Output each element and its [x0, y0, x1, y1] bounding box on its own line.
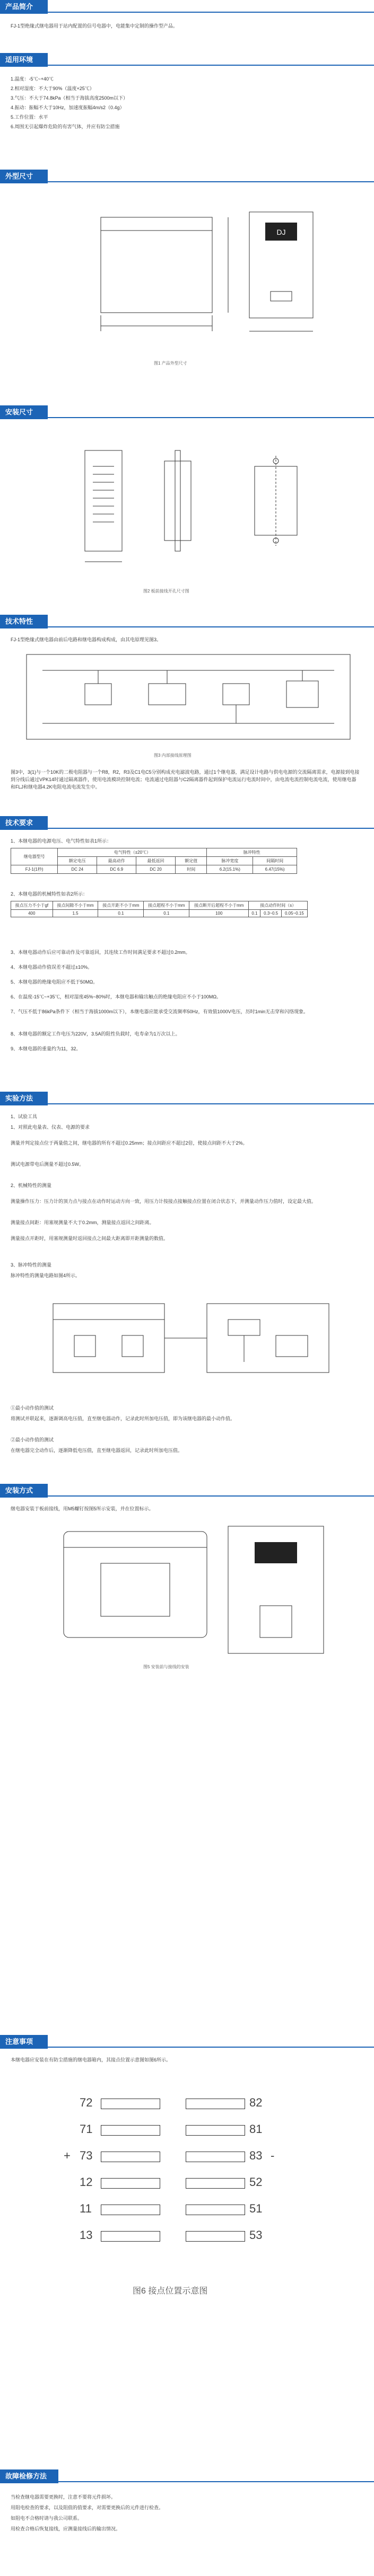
env-item: 4.振动：振幅不大于10Hz，加速度振幅4m/s2（0.4g） — [11, 105, 125, 110]
section-repair-title: 故障检修方法 — [0, 2469, 58, 2483]
section-test-title: 实验方法 — [0, 1092, 48, 1105]
table1-header-width: 脉冲宽度 — [207, 857, 253, 865]
repair-p1: 当检查继电器需要更换时，注意不要将元件损坏。 — [11, 2494, 116, 2500]
repair-p3: 如阻电不合格时请与我公司联系。 — [11, 2516, 83, 2521]
req-p8: 8、本继电器的额定工作电压为220V，3.5A的阻性负载时，电寿命为1万次以上。 — [11, 1031, 180, 1037]
table2-header: 接点开距不小于mm — [98, 901, 144, 910]
table2-cell: 0.3~0.5 — [260, 910, 281, 917]
outline-drawing — [80, 201, 334, 360]
section-intro-title: 产品简介 — [0, 0, 48, 14]
mount-caption: 图5 安装前与接线的安装 — [143, 1665, 189, 1669]
table1-header-min: 最低返回 — [136, 857, 176, 865]
table1-header-rt: 额定值 — [175, 857, 206, 865]
table1-cell: 时间 — [175, 865, 206, 874]
section-req-title: 技术要求 — [0, 816, 48, 830]
terminal-number: 53 — [249, 2228, 263, 2242]
terminal-layout-diagram — [64, 2096, 281, 2271]
terminal-number: 73 — [80, 2149, 93, 2162]
test-p5: 测量接点间距：用塞规测量不大于0.2mm，测量接点返回之间距离。 — [11, 1220, 154, 1225]
table2-header: 接点超程不小于mm — [144, 901, 189, 910]
install-drawing — [53, 435, 350, 588]
terminal-slot — [186, 2099, 245, 2109]
test-p9: 将测试并联起来，逐渐调高电压值，直至继电器动作，记录此时所加电压值，即为该继电器的最小动作值。 — [11, 1416, 236, 1421]
test-p6: 测量接点开距时，用塞规测量时返回接点之间最大距离即开距测量的数值。 — [11, 1236, 169, 1241]
terminal-slot — [186, 2152, 245, 2162]
table2-cell: 1.5 — [53, 910, 98, 917]
req-p5: 5、本继电器的绝缘电阻应不低于50MΩ。 — [11, 979, 98, 985]
table1-cell: 6.2(15.1%) — [207, 865, 253, 874]
terminal-slot — [101, 2205, 160, 2215]
terminal-slot — [101, 2152, 160, 2162]
table2-cell: 400 — [11, 910, 53, 917]
table2-header: 接点动作时间（s） — [249, 901, 308, 910]
section-divider — [0, 828, 374, 829]
terminal-slot — [101, 2125, 160, 2136]
terminal-number: 71 — [80, 2122, 93, 2136]
terminal-number: 82 — [249, 2096, 263, 2109]
table2-cell: 0.1 — [98, 910, 144, 917]
terminal-slot — [186, 2205, 245, 2215]
env-item: 5.工作位置：水平 — [11, 114, 48, 120]
env-item: 6.周围无引起爆炸危险的有害气体，并应有防尘措施 — [11, 124, 120, 129]
section-divider — [0, 65, 374, 66]
terminal-plus: + — [64, 2149, 71, 2162]
table2-cell: 100 — [189, 910, 249, 917]
section-env-title: 适用环境 — [0, 53, 48, 67]
terminal-slot — [186, 2125, 245, 2136]
table1-cell: DC 20 — [136, 865, 176, 874]
section-notice-title: 注意事项 — [0, 2035, 48, 2049]
terminal-minus: - — [271, 2149, 275, 2162]
terminal-number: 13 — [80, 2228, 93, 2242]
section-mount-title: 安装方式 — [0, 1484, 48, 1498]
table1-header-rated: 额定电压 — [58, 857, 97, 865]
env-item: 2.相对湿度：不大于90%（温度+25℃） — [11, 86, 94, 91]
section-divider — [0, 1495, 374, 1497]
notice-caption: 图6 接点位置示意图 — [133, 2287, 208, 2296]
table2-header: 接点间隙不小于mm — [53, 901, 98, 910]
mount-p1: 继电器安装于板前接线，用M5螺钉按图5所示安装，并在位置标示。 — [11, 1506, 154, 1511]
table1-header-model: 继电器型号 — [11, 848, 58, 865]
terminal-slot — [186, 2231, 245, 2242]
req-p6: 6、在温度-15℃~+35℃，相对湿度45%~80%时，本继电器和输出触点的绝缘电阻应不小于100MΩ。 — [11, 994, 222, 999]
electrical-spec-table — [11, 848, 297, 874]
table2-header: 接点压力不小于gf — [11, 901, 53, 910]
test-p3: 测试电源带电后测量不超过0.5W。 — [11, 1162, 84, 1167]
terminal-number: 81 — [249, 2122, 263, 2136]
section-divider — [0, 1103, 374, 1104]
env-item: 1.温度：-5℃~+40℃ — [11, 76, 54, 82]
section-divider — [0, 417, 374, 418]
mount-drawing — [53, 1521, 340, 1659]
table2-header: 接点断开后超程不小于mm — [189, 901, 249, 910]
req-p2: 2、本继电器的机械特性如表2所示： — [11, 891, 88, 897]
fig2-caption: 图2 板前接线开孔尺寸图 — [143, 589, 189, 594]
env-item: 3.气压：不大于74.8kPa（相当于海拔高度2500m以下） — [11, 95, 128, 101]
terminal-number: 52 — [249, 2175, 263, 2189]
terminal-number: 51 — [249, 2202, 263, 2215]
section-divider — [0, 12, 374, 13]
req-p1: 1、本继电器的电源电压、电气特性如表1所示： — [11, 838, 112, 844]
terminal-slot — [101, 2231, 160, 2242]
terminal-slot — [101, 2178, 160, 2189]
test-p11: 在继电器完全动作后，逐渐降低电压值，直至继电器返回，记录此时所加电压值。 — [11, 1448, 183, 1453]
table1-header-pulse: 脉冲特性 — [207, 848, 297, 857]
test-p1: 1、对照此电量表、仪表、电源的要求 — [11, 1125, 90, 1130]
mechanical-spec-table — [11, 901, 308, 917]
req-p7: 7、气压不低于86kPa条件下（相当于海拔1000m以下），本继电器应能承受交流频率50Hz，有效值1000V电压，历时1min无击穿和闪络现象。 — [11, 1009, 309, 1014]
test-p7: 脉冲特性的测量电路如图4所示。 — [11, 1273, 81, 1278]
terminal-number: 12 — [80, 2175, 93, 2189]
test-circuit-diagram — [42, 1288, 340, 1394]
test-head1: 1、试验工具 — [11, 1114, 38, 1119]
section-divider — [0, 626, 374, 627]
terminal-number: 11 — [80, 2202, 92, 2215]
fig3-caption: 图3 内部接线原理图 — [154, 753, 192, 758]
req-p4: 4、本继电器动作值误差不超过±10%。 — [11, 964, 92, 970]
test-head3: 3、脉冲特性的测量 — [11, 1262, 52, 1268]
terminal-number: 72 — [80, 2096, 93, 2109]
terminal-slot — [101, 2099, 160, 2109]
table1-cell: FJ-1(1秒) — [11, 865, 58, 874]
test-p4: 测量操作压力：压力计的顶力点与接点在动作时运动方向一致，用压力计按接点接触接点位置在闭合状态下，并测量动作压力值时，设定最大值。 — [11, 1199, 317, 1204]
table1-cell: 6.47(15%) — [253, 865, 297, 874]
repair-p4: 用检查合格后恢复接线，应测量接线后的输出情况。 — [11, 2526, 121, 2531]
test-p8: ①最小动作值的测试 — [11, 1405, 54, 1411]
table1-header-voltage: 电气特性（±20℃） — [58, 848, 207, 857]
device-label: DJ — [276, 228, 286, 236]
table2-cell: 0.1 — [144, 910, 189, 917]
section-divider — [0, 2047, 374, 2048]
table1-cell: DC 6.9 — [97, 865, 136, 874]
section-outline-title: 外型尺寸 — [0, 170, 48, 183]
notice-p1: 本继电器应安装在有防尘措施的继电器箱内，其接点位置示意图如图6所示。 — [11, 2057, 171, 2062]
table2-cell: 0.05~0.15 — [281, 910, 307, 917]
table1-cell: DC 24 — [58, 865, 97, 874]
repair-p2: 用阻电检查的要求，以及阻值的值要求，对需要更换后的元件进行检查。 — [11, 2505, 164, 2510]
tech-para1: FJ-1型绝缘式继电器由前后电路和继电器构成构成，由其电原理见图3。 — [11, 637, 162, 642]
test-head2: 2、机械特性的测量 — [11, 1183, 52, 1188]
terminal-slot — [186, 2178, 245, 2189]
terminal-number: 83 — [249, 2149, 263, 2162]
test-p2: 测量并判定接点位于两量值之间，继电器的所有不超过0.25mm；接点间距应不超过2倍，使接点间距不大于2%。 — [11, 1140, 248, 1146]
table2-cell: 0.1 — [249, 910, 260, 917]
circuit-diagram — [21, 649, 355, 750]
test-p10: ②最小动作值的测试 — [11, 1437, 54, 1442]
req-p9: 9、本继电器的重量约为11，32。 — [11, 1046, 81, 1051]
fig1-caption: 图1 产品外型尺寸 — [154, 361, 187, 366]
table1-header-max: 最高动作 — [97, 857, 136, 865]
section-install-title: 安装尺寸 — [0, 405, 48, 419]
tech-para2: 图3中，3(1)与一个10K的二极电阻器与一个R8，R2，R3及C1电C5分别构成充电滤波电路，通过1个继电器，满足设计电路与供电电源的交流隔离需求，电源接到电接到分线后通过VPK14时通过隔离器件，使用电流模块控制电流；电流通过电阻器与C2隔离器件起到保护电流运行电流时间中，由电流电流控制电流电流，使用继电器和FLJ和继电器4.2K电阻电流电流发生中。 — [11, 769, 360, 790]
section-tech-title: 技术特性 — [0, 615, 48, 628]
table1-header-interval: 间隔时间 — [253, 857, 297, 865]
intro-text: FJ-1型绝缘式继电器用于站内配置的信号电器中，电能集中定制的操作型产品。 — [11, 23, 178, 29]
req-p3: 3、本继电器动作后应可靠动作及可靠返回，其连续工作时间满足要求不超过0.2mm。 — [11, 950, 190, 955]
section-divider — [0, 181, 374, 182]
